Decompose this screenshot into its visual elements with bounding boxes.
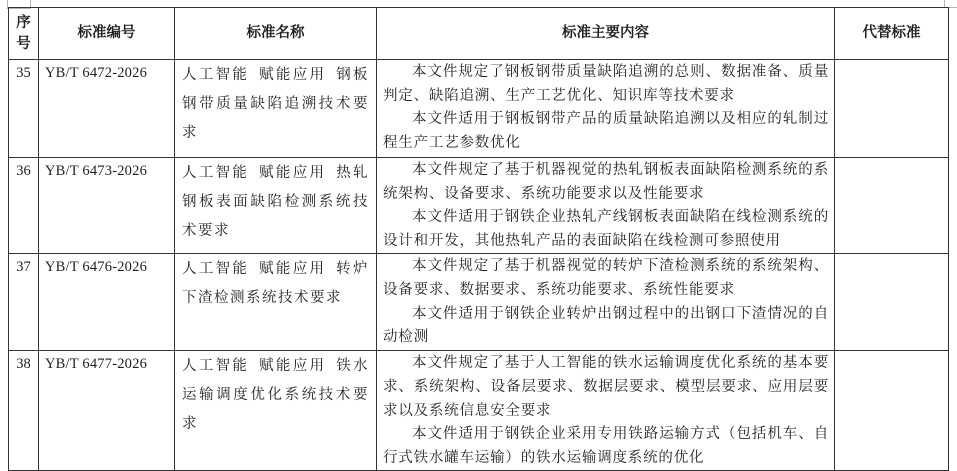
content-paragraph-scope: 本文件规定了钢板钢带质量缺陷追溯的总则、数据准备、质量判定、缺陷追溯、生产工艺优化、知识库等技术要求 xyxy=(383,64,829,104)
replaced-standard-cell xyxy=(835,60,949,158)
content-paragraph-application: 本文件适用于钢铁企业热轧产线钢板表面缺陷在线检测系统的设计和开发，其他热轧产品的表面缺陷在线检测可参照使用 xyxy=(383,209,829,249)
table-row xyxy=(9,351,949,471)
serial-cell: 38 xyxy=(9,351,39,471)
standard-code-cell: YB/T 6477-2026 xyxy=(39,351,175,471)
header-row xyxy=(9,8,949,60)
content-paragraph-application: 本文件适用于钢铁企业转炉出钢过程中的出钢口下渣情况的自动检测 xyxy=(383,305,829,346)
standard-name-cell: 人工智能 赋能应用 钢板钢带质量缺陷追溯技术要求 xyxy=(175,60,377,158)
replaced-standard-cell xyxy=(835,351,949,471)
header-cell-code: 标准编号 xyxy=(39,8,175,60)
content-paragraph-application: 本文件适用于钢板钢带产品的质量缺陷追溯以及相应的轧制过程生产工艺参数优化 xyxy=(383,111,829,151)
standard-code-cell: YB/T 6476-2026 xyxy=(39,254,175,351)
replaced-standard-cell xyxy=(835,158,949,254)
replaced-standard-cell xyxy=(835,254,949,351)
standard-code-cell: YB/T 6473-2026 xyxy=(39,158,175,254)
standard-content-cell xyxy=(377,158,835,254)
header-cell-serial: 序号 xyxy=(9,8,39,60)
serial-cell: 37 xyxy=(9,254,39,351)
header-cell-main-content: 标准主要内容 xyxy=(377,8,835,60)
standard-code-cell: YB/T 6472-2026 xyxy=(39,60,175,158)
standard-content-cell xyxy=(377,60,835,158)
serial-cell: 36 xyxy=(9,158,39,254)
header-cell-replaced: 代替标准 xyxy=(835,8,949,60)
standard-name-cell: 人工智能 赋能应用 热轧钢板表面缺陷检测系统技术要求 xyxy=(175,158,377,254)
serial-cell: 35 xyxy=(9,60,39,158)
table-row xyxy=(9,254,949,351)
standard-content-cell xyxy=(377,254,835,351)
standard-content-cell xyxy=(377,351,835,471)
content-paragraph-application: 本文件适用于钢铁企业采用专用铁路运输方式（包括机车、自行式铁水罐车运输）的铁水运输调度系统的优化 xyxy=(383,426,829,466)
table-row xyxy=(9,158,949,254)
content-paragraph-scope: 本文件规定了基于人工智能的铁水运输调度优化系统的基本要求、系统架构、设备层要求、数据层要求、模型层要求、应用层要求以及系统信息安全要求 xyxy=(383,355,829,419)
header-cell-name: 标准名称 xyxy=(175,8,377,60)
standard-name-cell: 人工智能 赋能应用 铁水运输调度优化系统技术要求 xyxy=(175,351,377,471)
standard-name-cell: 人工智能 赋能应用 转炉下渣检测系统技术要求 xyxy=(175,254,377,351)
content-paragraph-scope: 本文件规定了基于机器视觉的热轧钢板表面缺陷检测系统的系统架构、设备要求、系统功能要求以及性能要求 xyxy=(383,162,829,202)
standards-table xyxy=(8,7,949,471)
content-paragraph-scope: 本文件规定了基于机器视觉的转炉下渣检测系统的系统架构、设备要求、数据要求、系统功能要求、系统性能要求 xyxy=(383,258,829,298)
table-row xyxy=(9,60,949,158)
